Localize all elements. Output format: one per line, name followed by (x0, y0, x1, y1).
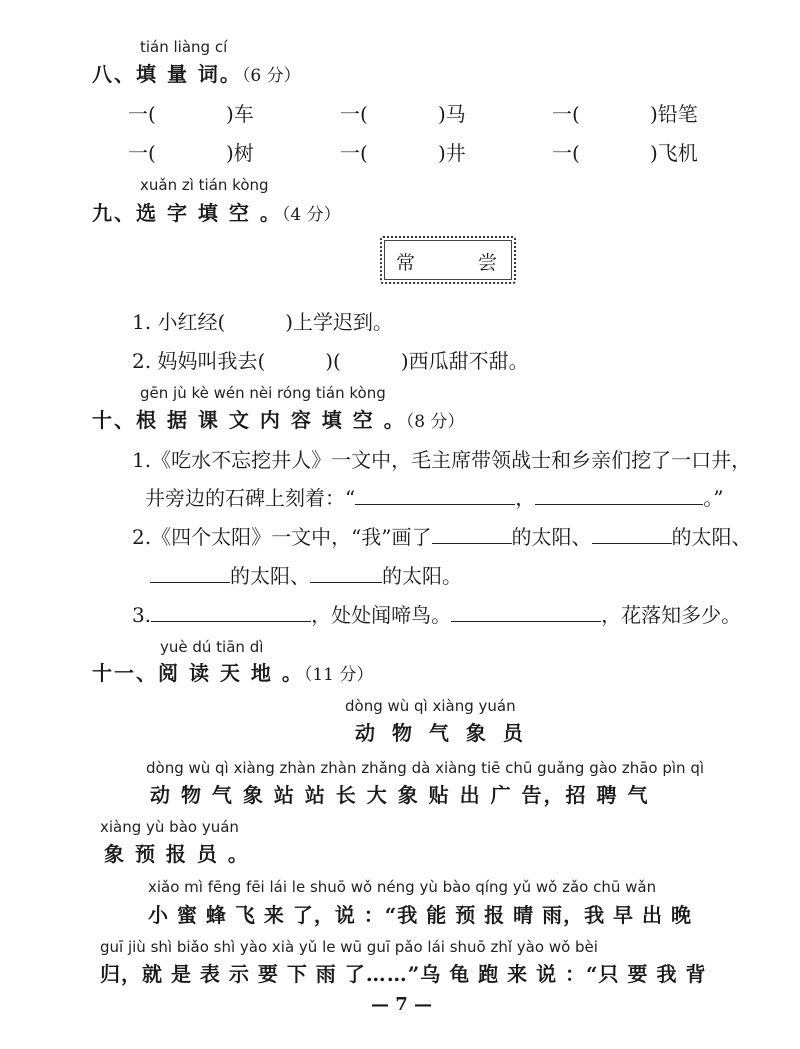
s10-q3-a: 3. (132, 603, 152, 627)
s8-r1c3a: 一( (552, 102, 580, 126)
s8-r1c1b: )车 (226, 102, 254, 126)
s10-q2-l1-c: 的太阳、 (671, 525, 752, 549)
p3-text: 归，就 是 表 示 要 下 雨 了……”乌 龟 跑 来 说 ：“只 要 我 背 (100, 962, 707, 986)
s9-q1 (132, 306, 393, 335)
s10-q1-blank2[interactable] (535, 486, 703, 505)
s8-r2c3b: )飞机 (650, 141, 698, 165)
s10-pinyin: gēn jù kè wén nèi róng tián kòng (140, 384, 386, 402)
s9-heading (92, 197, 341, 226)
s10-q2-l1-b: 的太阳、 (511, 525, 592, 549)
s10-q2-line1 (132, 521, 752, 550)
p2-pinyin: xiǎo mì fēng fēi lái le shuō wǒ néng yù bào qíng yǔ wǒ zǎo chū wǎn (148, 878, 657, 896)
s9-q2 (132, 345, 529, 374)
option-chang: 常 (396, 252, 416, 274)
word-option-box (380, 236, 516, 284)
s9-title: 九、选 字 填 空 。 (92, 201, 282, 225)
p3-pinyin: guī jiù shì biǎo shì yào xià yǔ le wū guī pǎo lái shuō zhǐ yào wǒ bèi (100, 938, 598, 956)
p2-text: 小 蜜 蜂 飞 来 了，说 ：“我 能 预 报 晴 雨，我 早 出 晚 (148, 903, 692, 927)
s9-pinyin: xuǎn zì tián kòng (140, 176, 269, 194)
s8-r1c2b: )马 (438, 102, 466, 126)
s8-score: （6 分） (241, 66, 301, 86)
s11-title: 十一、阅 读 天 地 。 (92, 661, 304, 685)
page-number: — 7 — (371, 994, 433, 1015)
s10-heading (92, 404, 464, 433)
s8-r2c2a: 一( (340, 141, 368, 165)
s10-q1-line1: 1.《吃水不忘挖井人》一文中，毛主席带领战士和乡亲们挖了一口井， (132, 448, 752, 472)
s10-q3 (132, 599, 741, 628)
s9-q2-c: )西瓜甜不甜。 (400, 349, 529, 373)
option-chang2: 尝 (478, 252, 498, 274)
s8-r1c3b: )铅笔 (650, 102, 698, 126)
s10-q1-l2-b: ， (515, 486, 536, 510)
story-title: 动 物 气 象 员 (355, 721, 528, 745)
s10-q2-l2-a: 的太阳、 (230, 564, 310, 588)
s10-q1-l2-c: 。” (703, 486, 724, 510)
s8-title: 八、填 量 词。 (92, 62, 242, 86)
s8-r1c2a: 一( (340, 102, 368, 126)
p1-pinyin: dòng wù qì xiàng zhàn zhàn zhǎng dà xiàng tiē chū guǎng gào zhāo pìn qì (146, 759, 705, 777)
p1b-pinyin: xiàng yù bào yuán (100, 818, 239, 836)
p1-text: 动 物 气 象 站 站 长 大 象 贴 出 广 告，招 聘 气 (150, 783, 650, 807)
s10-q3-b: ，处处闻啼鸟。 (311, 603, 452, 627)
s10-q1-line2 (145, 482, 723, 511)
s8-r2c1b: )树 (226, 141, 254, 165)
s9-q1-a: 1. 小红经( (132, 310, 226, 334)
s8-heading (92, 58, 301, 87)
s8-r2c1a: 一( (128, 141, 156, 165)
s10-score: （8 分） (405, 412, 465, 432)
s10-q2-l1-a: 2.《四个太阳》一文中，“我”画了 (132, 525, 432, 549)
s8-pinyin: tián liàng cí (140, 38, 228, 56)
s10-q2-blank2[interactable] (592, 525, 672, 544)
s9-q2-a: 2. 妈妈叫我去( (132, 349, 266, 373)
s11-pinyin: yuè dú tiān dì (160, 638, 264, 656)
s10-title: 十、根 据 课 文 内 容 填 空 。 (92, 408, 406, 432)
s10-q1-blank1[interactable] (355, 486, 515, 505)
s10-q2-l2-b: 的太阳。 (382, 564, 462, 588)
s9-score: （4 分） (281, 205, 341, 225)
story-title-pinyin: dòng wù qì xiàng yuán (345, 697, 516, 715)
s10-q3-blank2[interactable] (451, 603, 601, 622)
s10-q3-c: ，花落知多少。 (601, 603, 742, 627)
s11-score: （11 分） (303, 665, 374, 685)
s10-q2-blank3[interactable] (150, 564, 230, 583)
s9-q2-b: )( (325, 349, 341, 373)
s8-r1c1a: 一( (128, 102, 156, 126)
s9-q1-b: )上学迟到。 (285, 310, 394, 334)
s10-q3-blank1[interactable] (151, 603, 311, 622)
s10-q1-l2-a: 井旁边的石碑上刻着：“ (145, 486, 356, 510)
p1b-text: 象 预 报 员 。 (104, 842, 250, 866)
s10-q2-blank4[interactable] (310, 564, 382, 583)
s8-r2c3a: 一( (552, 141, 580, 165)
s10-q2-line2 (150, 560, 462, 589)
s11-heading (92, 657, 373, 686)
s8-r2c2b: )井 (438, 141, 466, 165)
s10-q2-blank1[interactable] (432, 525, 512, 544)
